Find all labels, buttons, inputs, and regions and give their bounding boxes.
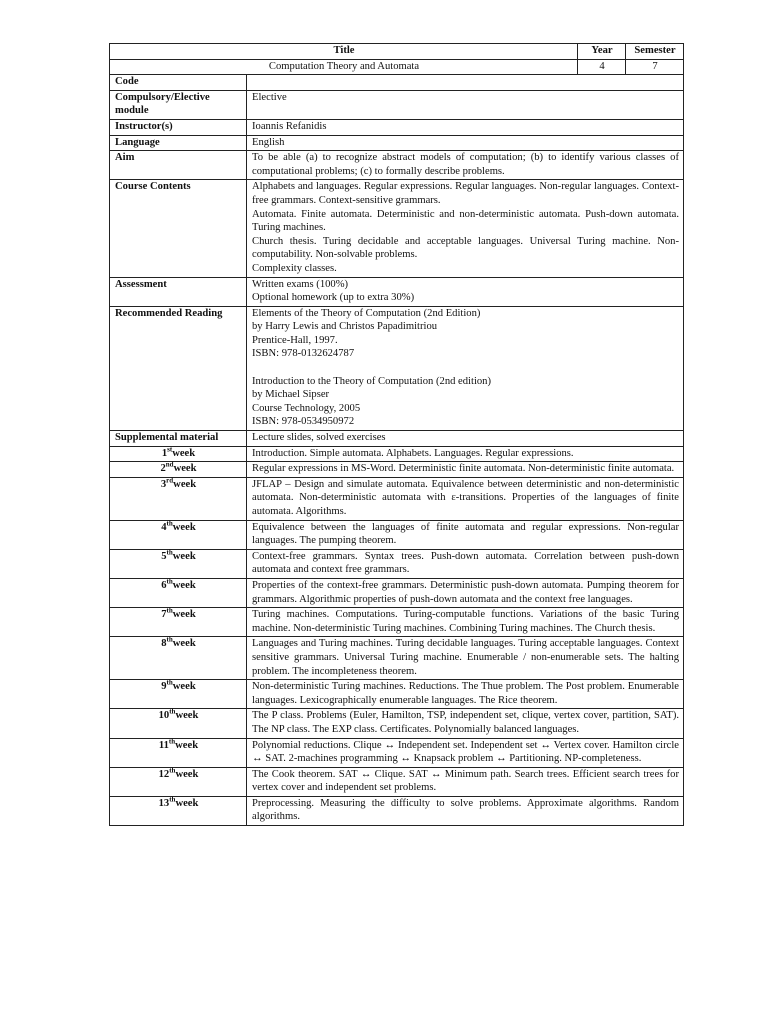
assessment-value: [247, 277, 684, 306]
week-ordinal-suffix: th: [166, 678, 173, 687]
week-ordinal-suffix: rd: [166, 476, 174, 485]
week-number: 9: [161, 681, 167, 693]
aim-label: Aim: [110, 151, 247, 180]
week-label: [110, 637, 247, 680]
week-label: [110, 578, 247, 607]
supplemental-value: Lecture slides, solved exercises: [247, 431, 684, 447]
week-number: 2: [160, 463, 166, 475]
week-number: 11: [158, 739, 169, 751]
week-ordinal-suffix: st: [167, 445, 173, 454]
instructors-value: Ioannis Refanidis: [247, 119, 684, 135]
supplemental-label: Supplemental material: [110, 431, 247, 447]
week-number: 3: [160, 478, 167, 490]
year-value: 4: [578, 59, 626, 75]
reading-row: [110, 306, 684, 430]
book2-isbn: ISBN: 978-0534950972: [252, 416, 355, 428]
week-word: week: [172, 579, 196, 591]
week-topics: Turing machines. Computations. Turing-computable functions. Variations of the basic Turing machine. Non-deterministic Turing machines. Combining Turing machines. The Church thesis.: [247, 608, 684, 637]
book1-authors: by Harry Lewis and Christos Papadimitriou: [252, 321, 438, 333]
week-ordinal-suffix: th: [166, 519, 173, 528]
week-topics: Introduction. Simple automata. Alphabets. Languages. Regular expressions.: [247, 446, 684, 462]
week-ordinal-suffix: th: [169, 707, 176, 716]
week-ordinal-suffix: th: [166, 606, 173, 615]
week-word: week: [175, 797, 199, 809]
week-row: [110, 477, 684, 520]
reading-value: [247, 306, 684, 430]
aim-value: To be able (a) to recognize abstract models of computation; (b) to identify various classes of computational problems; (c) to formally describe problems.: [247, 151, 684, 180]
assessment-row: [110, 277, 684, 306]
week-number: 7: [161, 609, 167, 621]
week-word: week: [172, 550, 196, 562]
week-label: [110, 608, 247, 637]
week-label: [110, 520, 247, 549]
year-header: Year: [578, 44, 626, 60]
week-row: [110, 680, 684, 709]
contents-paragraph: Automata. Finite automata. Deterministic and non-deterministic automata. Push-down automata. Turing machines.: [252, 208, 679, 234]
week-row: [110, 796, 684, 825]
week-word: week: [175, 768, 199, 780]
week-row: [110, 446, 684, 462]
week-topics: Non-deterministic Turing machines. Reductions. The Thue problem. The Post problem. Enumerable languages. Lexicographically enumerable languages. The Rice theorem.: [247, 680, 684, 709]
module-value: Elective: [247, 90, 684, 119]
syllabus-table: [109, 43, 684, 826]
week-ordinal-suffix: th: [166, 548, 173, 557]
code-row: [110, 75, 684, 91]
reading-spacer: [252, 361, 679, 375]
week-topics: Properties of the context-free grammars. Deterministic push-down automata. Pumping theorem for grammars. Algorithmic properties of push-down automata and the context free languages.: [247, 578, 684, 607]
module-label: Compulsory/Elective module: [110, 90, 247, 119]
contents-row: [110, 180, 684, 277]
reading-label: Recommended Reading: [110, 306, 247, 430]
week-number: 13: [158, 797, 170, 809]
week-number: 1: [161, 447, 168, 459]
contents-value: [247, 180, 684, 277]
week-row: [110, 549, 684, 578]
week-topics: Polynomial reductions. Clique ↔ Independent set. Independent set ↔ Vertex cover. Hamilton circle ↔ SAT. 2-machines programming ↔ Knapsack problem ↔ Partitioning. NP-completeness.: [247, 738, 684, 767]
language-value: English: [247, 135, 684, 151]
week-row: [110, 578, 684, 607]
week-topics: Regular expressions in MS-Word. Deterministic finite automata. Non-deterministic finite automata.: [247, 462, 684, 478]
week-ordinal-suffix: th: [166, 635, 173, 644]
course-title: Computation Theory and Automata: [110, 59, 578, 75]
week-number: 6: [161, 579, 167, 591]
assessment-label: Assessment: [110, 277, 247, 306]
title-header: Title: [110, 44, 578, 60]
week-row: [110, 767, 684, 796]
week-label: [110, 767, 247, 796]
week-topics: The P class. Problems (Euler, Hamilton, TSP, independent set, clique, vertex cover, partition, SAT). The NP class. The EXP class. Certificates. Polynomially balanced languages.: [247, 709, 684, 738]
week-number: 10: [158, 710, 170, 722]
book2-title: Introduction to the Theory of Computation (2nd edition): [252, 375, 492, 387]
aim-row: [110, 151, 684, 180]
week-word: week: [172, 521, 196, 533]
assessment-line: Optional homework (up to extra 30%): [252, 292, 415, 304]
week-label: [110, 680, 247, 709]
assessment-line: Written exams (100%): [252, 278, 349, 290]
supplemental-row: [110, 431, 684, 447]
instructors-label: Instructor(s): [110, 119, 247, 135]
week-word: week: [172, 609, 196, 621]
week-label: [110, 446, 247, 462]
contents-paragraph: Alphabets and languages. Regular expressions. Regular languages. Non-regular languages. Context-free grammars. Context-sensitive grammars.: [252, 181, 679, 206]
weekly-schedule: [110, 446, 684, 825]
contents-paragraph: Complexity classes.: [252, 262, 337, 274]
week-number: 5: [161, 550, 167, 562]
week-ordinal-suffix: nd: [165, 460, 174, 469]
week-row: [110, 709, 684, 738]
book1-isbn: ISBN: 978-0132624787: [252, 348, 355, 360]
instructors-row: [110, 119, 684, 135]
book2-authors: by Michael Sipser: [252, 389, 330, 401]
week-topics: Equivalence between the languages of finite automata and regular expressions. Non-regular languages. The pumping theorem.: [247, 520, 684, 549]
week-label: [110, 709, 247, 738]
book2-publisher: Course Technology, 2005: [252, 402, 361, 414]
language-row: [110, 135, 684, 151]
week-label: [110, 477, 247, 520]
week-ordinal-suffix: th: [166, 577, 173, 586]
week-row: [110, 608, 684, 637]
week-word: week: [175, 710, 199, 722]
week-ordinal-suffix: th: [169, 795, 176, 804]
semester-header: Semester: [626, 44, 684, 60]
week-word: week: [173, 463, 197, 475]
week-word: week: [172, 681, 196, 693]
week-topics: Languages and Turing machines. Turing decidable languages. Turing acceptable languages. Context sensitive grammars. Universal Turing machine. Enumerable / non-enumerable sets. The halting problem. The incompleteness theorem.: [247, 637, 684, 680]
week-number: 12: [158, 768, 170, 780]
week-label: [110, 796, 247, 825]
course-title-row: [110, 59, 684, 75]
week-word: week: [172, 447, 196, 459]
book1-title: Elements of the Theory of Computation (2nd Edition): [252, 307, 481, 319]
week-label: [110, 738, 247, 767]
semester-value: 7: [626, 59, 684, 75]
book1-publisher: Prentice-Hall, 1997.: [252, 334, 338, 346]
week-number: 4: [161, 521, 167, 533]
header-row: [110, 44, 684, 60]
week-ordinal-suffix: th: [168, 736, 176, 745]
week-word: week: [175, 739, 199, 751]
code-value: [247, 75, 684, 91]
week-label: [110, 549, 247, 578]
contents-paragraph: Church thesis. Turing decidable and acceptable languages. Universal Turing machine. Non-computability. Non-solvable problems.: [252, 235, 679, 261]
week-row: [110, 462, 684, 478]
contents-label: Course Contents: [110, 180, 247, 277]
week-topics: JFLAP – Design and simulate automata. Equivalence between deterministic and non-deterministic automata. Non-deterministic automata with ε-transitions. Properties of the languages of finite automata. Algorithms.: [247, 477, 684, 520]
week-topics: The Cook theorem. SAT ↔ Clique. SAT ↔ Minimum path. Search trees. Efficient search trees for vertex cover and independent set problems.: [247, 767, 684, 796]
week-row: [110, 738, 684, 767]
week-row: [110, 520, 684, 549]
week-ordinal-suffix: th: [169, 766, 176, 775]
week-topics: Context-free grammars. Syntax trees. Push-down automata. Correlation between push-down automata and context free grammars.: [247, 549, 684, 578]
code-label: Code: [110, 75, 247, 91]
course-syllabus-sheet: [109, 43, 683, 826]
week-word: week: [173, 478, 197, 490]
week-label: [110, 462, 247, 478]
week-row: [110, 637, 684, 680]
week-number: 8: [161, 638, 167, 650]
module-row: [110, 90, 684, 119]
week-word: week: [172, 638, 196, 650]
week-topics: Preprocessing. Measuring the difficulty to solve problems. Approximate algorithms. Random algorithms.: [247, 796, 684, 825]
language-label: Language: [110, 135, 247, 151]
